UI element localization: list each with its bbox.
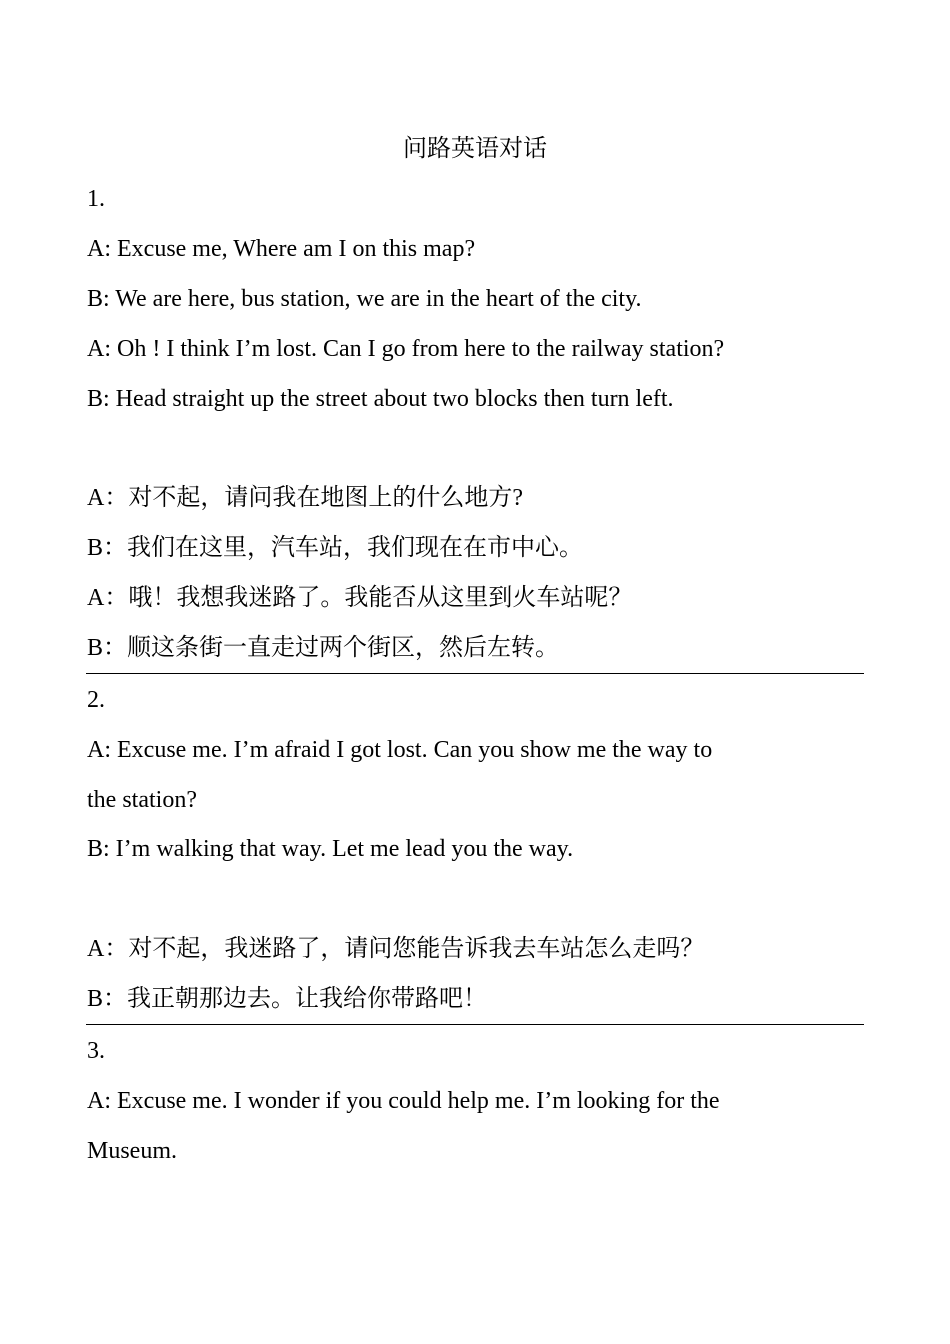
section-1-chinese-line-4: B：顺这条街一直走过两个街区，然后左转。: [87, 635, 560, 661]
section-3-english-line-1: A: Excuse me. I wonder if you could help me. I’m looking for the: [87, 1088, 720, 1114]
section-1-number: 1.: [87, 186, 105, 212]
section-1-chinese-line-3: A：哦！我想我迷路了。我能否从这里到火车站呢？: [87, 585, 633, 611]
section-2-chinese-line-1: A：对不起，我迷路了，请问您能告诉我去车站怎么走吗？: [87, 936, 705, 962]
section-1-english-line-3: A: Oh ! I think I’m lost. Can I go from here to the railway station?: [87, 336, 725, 362]
section-2-english-line-1: A: Excuse me. I’m afraid I got lost. Can you show me the way to: [87, 737, 713, 763]
section-2-number: 2.: [87, 687, 105, 713]
section-divider: [86, 673, 864, 674]
section-2-english-line-3: B: I’m walking that way. Let me lead you the way.: [87, 836, 574, 862]
section-2-chinese-line-2: B：我正朝那边去。让我给你带路吧！: [87, 986, 488, 1012]
section-1-english-line-4: B: Head straight up the street about two blocks then turn left.: [87, 386, 674, 412]
section-1-english-line-1: A: Excuse me, Where am I on this map?: [87, 236, 476, 262]
section-3-english-line-2: Museum.: [87, 1138, 177, 1164]
section-1-chinese-line-2: B：我们在这里，汽车站，我们现在在市中心。: [87, 535, 584, 561]
section-1-chinese-line-1: A：对不起，请问我在地图上的什么地方?: [87, 485, 523, 511]
section-3-number: 3.: [87, 1038, 105, 1064]
document-title: 问路英语对话: [403, 136, 547, 162]
section-2-english-line-2: the station?: [87, 787, 197, 813]
section-divider: [86, 1024, 864, 1025]
section-1-english-line-2: B: We are here, bus station, we are in the heart of the city.: [87, 286, 642, 312]
